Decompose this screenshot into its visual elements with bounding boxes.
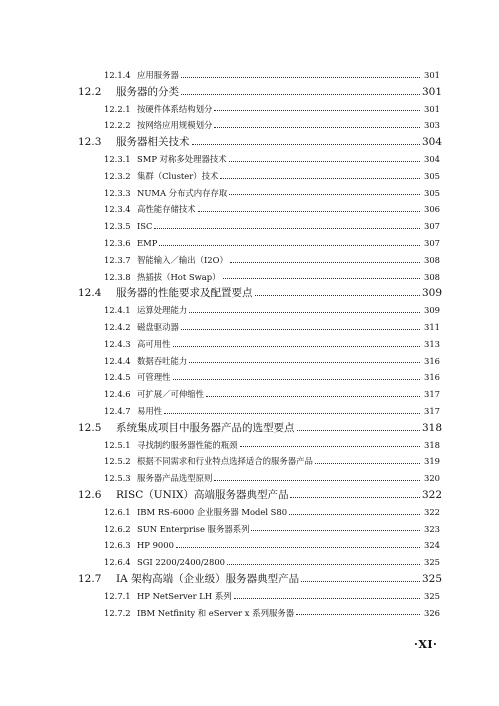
toc-entry-page: 325 bbox=[424, 557, 440, 568]
toc-entry-number: 12.5.3 bbox=[104, 473, 131, 484]
toc-entry[interactable] bbox=[78, 302, 440, 319]
toc-entry-number: 12.3.1 bbox=[104, 153, 131, 164]
dot-leader bbox=[164, 412, 420, 414]
toc-entry-number: 12.3.8 bbox=[104, 271, 131, 282]
toc-entry-number: 12.4.3 bbox=[104, 338, 131, 349]
toc-entry-title: 按硬件体系结构划分 bbox=[137, 103, 213, 114]
dot-leader bbox=[206, 395, 420, 397]
dot-leader bbox=[159, 244, 420, 246]
toc-entry-title: IBM Netfinity 和 eServer x 系列服务器 bbox=[137, 607, 295, 618]
toc-entry-number: 12.4.7 bbox=[104, 405, 131, 416]
dot-leader bbox=[181, 76, 420, 78]
toc-entry[interactable] bbox=[78, 218, 440, 235]
toc-entry[interactable] bbox=[78, 319, 440, 336]
toc-entry[interactable] bbox=[78, 84, 443, 101]
toc-entry-number: 12.4.4 bbox=[104, 355, 131, 366]
toc-entry[interactable] bbox=[78, 151, 440, 168]
toc-entry-page: 303 bbox=[424, 120, 440, 131]
dot-leader bbox=[220, 177, 420, 179]
dot-leader bbox=[296, 613, 420, 615]
page-number: ·XI· bbox=[414, 638, 438, 651]
toc-entry[interactable] bbox=[78, 185, 440, 202]
dot-leader bbox=[234, 597, 420, 599]
toc-entry-page: 322 bbox=[422, 488, 443, 501]
toc-entry-title: 寻找制约服务器性能的瓶颈 bbox=[137, 439, 238, 450]
toc-entry-title: 磁盘驱动器 bbox=[137, 321, 179, 332]
toc-entry-page: 307 bbox=[424, 221, 440, 232]
toc-entry-title: 服务器产品选型原则 bbox=[137, 473, 213, 484]
toc-entry-number: 12.4.2 bbox=[104, 321, 131, 332]
toc-entry-number: 12.6.1 bbox=[104, 506, 131, 517]
toc-entry-title: HP 9000 bbox=[137, 540, 174, 551]
toc-entry-page: 323 bbox=[424, 523, 440, 534]
toc-entry[interactable] bbox=[78, 588, 440, 605]
toc-entry-title: NUMA 分布式内存存取 bbox=[137, 187, 228, 198]
toc-entry-page: 318 bbox=[422, 421, 443, 434]
toc-entry-number: 12.2.2 bbox=[104, 120, 131, 131]
toc-entry-title: 集群（Cluster）技术 bbox=[137, 170, 219, 181]
toc-entry-page: 326 bbox=[424, 607, 440, 618]
dot-leader bbox=[229, 160, 420, 162]
toc-entry-title: 高性能存储技术 bbox=[137, 204, 196, 215]
toc-entry-number: 12.3.6 bbox=[104, 237, 131, 248]
toc-entry-page: 324 bbox=[424, 540, 440, 551]
toc-entry[interactable] bbox=[78, 605, 440, 622]
toc-entry-number: 12.2 bbox=[78, 85, 102, 98]
toc-entry-title: SUN Enterprise 服务器系列 bbox=[137, 523, 250, 534]
toc-entry-page: 320 bbox=[424, 473, 440, 484]
dot-leader bbox=[229, 193, 420, 195]
toc-entry-page: 325 bbox=[422, 572, 443, 585]
toc-entry-title: EMP bbox=[137, 237, 158, 248]
toc-entry-page: 306 bbox=[424, 204, 440, 215]
toc-entry[interactable] bbox=[78, 201, 440, 218]
toc-entry-number: 12.1.4 bbox=[104, 70, 131, 80]
dot-leader bbox=[214, 126, 420, 128]
toc-entry-page: 307 bbox=[424, 237, 440, 248]
toc-entry-number: 12.3.7 bbox=[104, 254, 131, 265]
toc-entry-title: RISC（UNIX）高端服务器典型产品 bbox=[116, 488, 289, 501]
toc-entry-page: 317 bbox=[424, 405, 440, 416]
dot-leader bbox=[181, 328, 420, 330]
toc-entry[interactable] bbox=[78, 403, 440, 420]
toc-entry-page: 301 bbox=[424, 70, 440, 80]
dot-leader bbox=[223, 277, 420, 279]
toc-entry-number: 12.4 bbox=[78, 287, 102, 300]
toc-entry[interactable] bbox=[78, 453, 440, 470]
toc-entry[interactable] bbox=[78, 101, 440, 118]
toc-entry-title: 运算处理能力 bbox=[137, 305, 188, 316]
dot-leader bbox=[173, 378, 421, 380]
toc-entry-number: 12.6 bbox=[78, 488, 102, 501]
toc-entry-title: 按网络应用规模划分 bbox=[137, 120, 213, 131]
toc-entry-number: 12.6.2 bbox=[104, 523, 131, 534]
toc-entry-number: 12.4.5 bbox=[104, 372, 131, 383]
dot-leader bbox=[181, 93, 420, 95]
toc-entry-title: 系统集成项目中服务器产品的选型要点 bbox=[116, 421, 295, 434]
toc-entry-number: 12.7.1 bbox=[104, 590, 131, 601]
toc-entry-title: 应用服务器 bbox=[137, 70, 179, 80]
toc-entry-title: 根据不同需求和行业特点选择适合的服务器产品 bbox=[137, 456, 313, 467]
toc-entry-page: 325 bbox=[424, 590, 440, 601]
toc-entry-title: 服务器的性能要求及配置要点 bbox=[116, 287, 253, 300]
toc-entry[interactable] bbox=[78, 252, 440, 269]
toc-entry[interactable] bbox=[78, 420, 443, 437]
toc-entry[interactable] bbox=[78, 134, 443, 151]
toc-entry[interactable] bbox=[78, 537, 440, 554]
toc-entry[interactable] bbox=[78, 521, 440, 538]
toc-entry-title: 易用性 bbox=[137, 405, 163, 416]
toc-entry-title: HP NetServer LH 系列 bbox=[137, 590, 232, 601]
toc-entry-title: 智能输入／输出（I2O） bbox=[137, 254, 228, 265]
toc-entry-number: 12.3.4 bbox=[104, 204, 131, 215]
dot-leader bbox=[290, 496, 420, 498]
toc-entry-page: 304 bbox=[424, 153, 440, 164]
dot-leader bbox=[251, 529, 420, 531]
dot-leader bbox=[214, 109, 420, 111]
toc-entry-title: 服务器的分类 bbox=[116, 85, 179, 98]
toc-entry-title: 高可用性 bbox=[137, 338, 171, 349]
dot-leader bbox=[301, 580, 420, 582]
toc-entry-title: 服务器相关技术 bbox=[116, 136, 190, 149]
dot-leader bbox=[315, 462, 420, 464]
toc-entry[interactable] bbox=[78, 269, 440, 286]
toc-entry[interactable] bbox=[78, 386, 440, 403]
toc-entry-title: 可管理性 bbox=[137, 372, 171, 383]
toc-entry-title: 可扩展／可伸缩性 bbox=[137, 389, 204, 400]
toc-entry-number: 12.5.2 bbox=[104, 456, 131, 467]
toc-entry[interactable] bbox=[78, 285, 443, 302]
dot-leader bbox=[192, 143, 421, 145]
toc-entry-page: 316 bbox=[424, 355, 440, 366]
toc-entry[interactable] bbox=[78, 437, 440, 454]
dot-leader bbox=[230, 261, 420, 263]
dot-leader bbox=[297, 429, 421, 431]
dot-leader bbox=[255, 294, 421, 296]
toc-entry-page: 305 bbox=[424, 187, 440, 198]
toc-entry-title: ISC bbox=[137, 221, 153, 232]
dot-leader bbox=[289, 513, 420, 515]
toc-entry-page: 304 bbox=[422, 136, 443, 149]
toc-entry[interactable] bbox=[78, 336, 440, 353]
toc-entry[interactable] bbox=[78, 353, 440, 370]
toc-entry-page: 309 bbox=[424, 305, 440, 316]
toc-entry-title: IA 架构高端（企业级）服务器典型产品 bbox=[116, 572, 300, 585]
dot-leader bbox=[189, 361, 420, 363]
toc-entry[interactable] bbox=[78, 487, 443, 504]
toc-entry-page: 318 bbox=[424, 439, 440, 450]
toc-entry-number: 12.4.6 bbox=[104, 389, 131, 400]
toc-entry-title: 数据吞吐能力 bbox=[137, 355, 188, 366]
toc-entry-page: 317 bbox=[424, 389, 440, 400]
toc-entry-page: 322 bbox=[424, 506, 440, 517]
dot-leader bbox=[227, 563, 420, 565]
toc-entry-number: 12.5.1 bbox=[104, 439, 131, 450]
toc-entry-page: 301 bbox=[422, 85, 443, 98]
toc-entry-number: 12.5 bbox=[78, 421, 102, 434]
toc-entry-number: 12.6.4 bbox=[104, 557, 131, 568]
toc-entry[interactable] bbox=[78, 369, 440, 386]
table-of-contents bbox=[78, 67, 443, 621]
toc-entry[interactable] bbox=[78, 470, 440, 487]
toc-entry-page: 308 bbox=[424, 254, 440, 265]
toc-entry-page: 316 bbox=[424, 372, 440, 383]
toc-entry[interactable] bbox=[78, 571, 443, 588]
toc-entry-number: 12.4.1 bbox=[104, 305, 131, 316]
toc-entry-title: IBM RS-6000 企业服务器 Model S80 bbox=[137, 506, 288, 517]
dot-leader bbox=[198, 210, 420, 212]
toc-entry[interactable] bbox=[78, 235, 440, 252]
toc-entry-number: 12.3 bbox=[78, 136, 102, 149]
toc-entry-page: 309 bbox=[422, 287, 443, 300]
dot-leader bbox=[214, 479, 420, 481]
dot-leader bbox=[189, 311, 420, 313]
toc-entry-page: 319 bbox=[424, 456, 440, 467]
toc-entry[interactable] bbox=[78, 168, 440, 185]
toc-entry-number: 12.3.3 bbox=[104, 187, 131, 198]
toc-entry-page: 301 bbox=[424, 103, 440, 114]
toc-entry-number: 12.7.2 bbox=[104, 607, 131, 618]
toc-entry-number: 12.3.2 bbox=[104, 170, 131, 181]
toc-entry-title: SGI 2200/2400/2800 bbox=[137, 557, 225, 568]
dot-leader bbox=[240, 445, 421, 447]
toc-entry[interactable] bbox=[78, 67, 440, 84]
toc-entry-number: 12.2.1 bbox=[104, 103, 131, 114]
toc-entry-page: 305 bbox=[424, 170, 440, 181]
toc-entry[interactable] bbox=[78, 504, 440, 521]
toc-entry-number: 12.7 bbox=[78, 572, 102, 585]
toc-entry-page: 308 bbox=[424, 271, 440, 282]
toc-entry-page: 313 bbox=[424, 338, 440, 349]
toc-entry[interactable] bbox=[78, 117, 440, 134]
toc-entry-number: 12.6.3 bbox=[104, 540, 131, 551]
dot-leader bbox=[154, 227, 420, 229]
toc-entry-number: 12.3.5 bbox=[104, 221, 131, 232]
dot-leader bbox=[176, 546, 420, 548]
dot-leader bbox=[173, 345, 421, 347]
toc-entry-title: 热插拔（Hot Swap） bbox=[137, 271, 221, 282]
toc-entry-title: SMP 对称多处理器技术 bbox=[137, 153, 227, 164]
toc-entry[interactable] bbox=[78, 554, 440, 571]
toc-entry-page: 311 bbox=[424, 321, 440, 332]
